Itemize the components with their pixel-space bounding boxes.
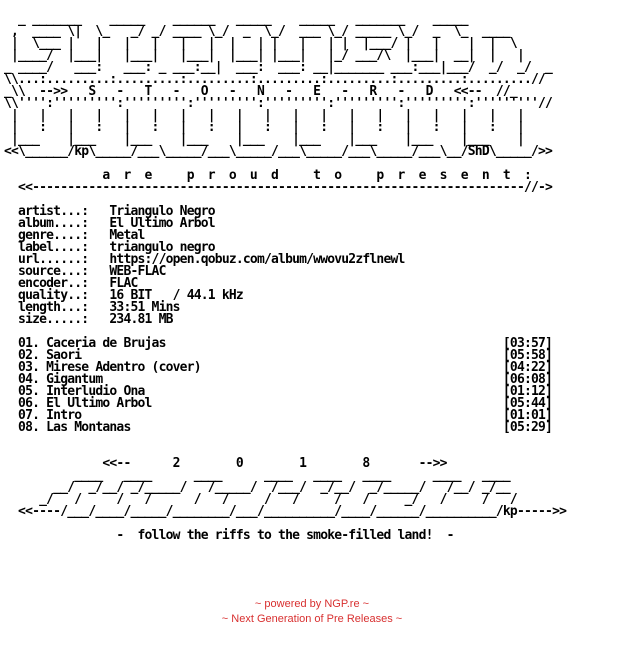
footer-tagline: ~ Next Generation of Pre Releases ~: [221, 613, 403, 625]
footer-powered-by: ~ powered by NGP.re ~: [254, 598, 370, 610]
nfo-ascii-art: _ _______ _____ ______ _____ _____ _______ _____ , ____ \| \_ _/ _/ ____ \_/ _ \_/ ___ \_/ _____ \_/ _ \_ ____ | \___ | | | | | | | | | | | | |___/ | | | | \ |____/ |___| |___| |___| |___| |___| |_/ ___/\ |___| __| | | _ ____/ ___: ___: _ ___:__| ___: ___: __|_______ ___:___|___/ _/ _/ _ \\...:.........:.........:.........:.........:.........:.........:.........// _\\ -->> S - T - O - N - E - R - D <<-- //_ \\'''':''''''''':''''''''':''''''''':''''''''':''''''''':''''''''':'''''''''// | | | | | | | | | | | | | | | | | | | | : | : | : | : | : | : | : | : | : | |___ |___ |___ |___ |___ |___ |___ |___ |___ | <<\______/kp\_____/___\_____/___\_____/___\_____/___\_____/___\__/ShD\_____/>> a r e p r o u d t o p r e s e n t : <<----------------------------------------------------------------------//-> artist...: Triangulo Negro album....: El Ultimo Arbol genre....: Metal label....: triangulo negro url......: https://open.qobuz.com/album/wwovu2zflnewl source...: WEB-FLAC encoder..: FLAC quality..: 16 BIT / 44.1 kHz length...: 33:51 Mins size.....: 234.81 MB 01. Caceria de Brujas [03:57] 02. Saori [05:58] 03. Mirese Adentro (cover) [04:22] 04. Gigantum [06:08] 05. Interludio Ona [01:12] 06. El Ultimo Arbol [05:44] 07. Intro [01:01] 08. Las Montanas [05:29] <<-- 2 0 1 8 -->> ____ ____ ____ ____ ____ ____ ____ ____ __/ _/__/ _/_____/ /_____/ /___/ _/__/ _/_____/ /__/ _/__ _/ / / / / / / / / / _/ / / / <<----/___/____/_____/________/___/__________/____/______/__________/kp----->> - follow the riffs to the smoke-filled land! -: [4, 12, 567, 543]
